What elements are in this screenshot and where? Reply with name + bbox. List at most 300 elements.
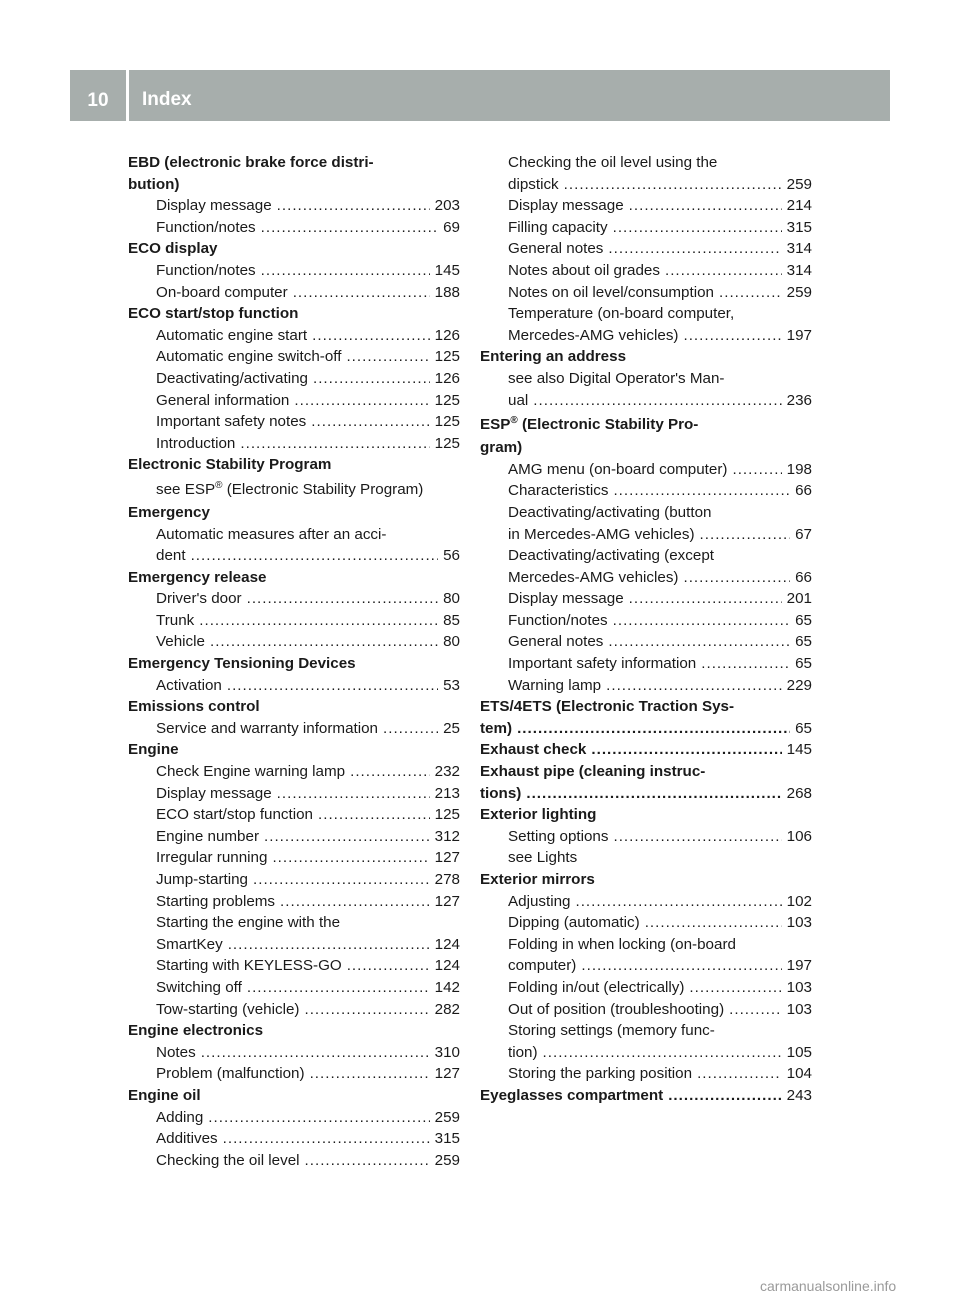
- leader-dots: [261, 217, 438, 239]
- index-subentry: [128, 282, 460, 304]
- page-reference[interactable]: 125: [434, 348, 460, 366]
- index-heading: [128, 739, 460, 761]
- page-reference[interactable]: 145: [434, 261, 460, 279]
- index-heading: [480, 761, 812, 783]
- entry-text: ECO start/stop function: [128, 305, 299, 323]
- entry-text: gram): [480, 439, 523, 457]
- leader-dots: [318, 804, 430, 826]
- leader-dots: [689, 977, 781, 999]
- entry-text: tions): [480, 784, 522, 802]
- page-reference[interactable]: 127: [434, 1065, 460, 1083]
- entry-text: ETS/4ETS (Electronic Traction Sys-: [480, 698, 735, 716]
- entry-text: Warning lamp: [508, 676, 602, 694]
- page-reference[interactable]: 56: [443, 547, 460, 565]
- index-heading: [480, 411, 812, 437]
- entry-text: Adding: [156, 1108, 204, 1126]
- page-reference[interactable]: 315: [434, 1130, 460, 1148]
- section-title: Index: [142, 89, 192, 110]
- header-bar: [70, 70, 890, 121]
- page-reference[interactable]: 127: [434, 849, 460, 867]
- page-reference[interactable]: 236: [786, 391, 812, 409]
- leader-dots: [732, 459, 781, 481]
- index-column-right: [480, 152, 812, 1107]
- page-reference[interactable]: 232: [434, 763, 460, 781]
- leader-dots: [312, 325, 430, 347]
- leader-dots: [247, 588, 438, 610]
- entry-text: see Lights: [508, 849, 578, 867]
- entry-text: tem): [480, 719, 513, 737]
- index-subentry: [480, 912, 812, 934]
- leader-dots: [305, 1150, 430, 1172]
- leader-dots: [280, 891, 430, 913]
- index-subentry: [128, 217, 460, 239]
- page-reference[interactable]: 80: [443, 633, 460, 651]
- index-heading: [128, 696, 460, 718]
- entry-text: General notes: [508, 633, 604, 651]
- entry-text: EBD (electronic brake force distri-: [128, 154, 374, 171]
- index-heading: [128, 454, 460, 476]
- index-subentry: [128, 390, 460, 412]
- leader-dots: [199, 610, 438, 632]
- leader-dots: [350, 761, 430, 783]
- leader-dots: [228, 934, 430, 956]
- index-subentry: [480, 610, 812, 632]
- entry-text: Mercedes-AMG vehicles): [508, 568, 679, 586]
- page-reference[interactable]: 65: [795, 611, 812, 629]
- entry-text: Starting problems: [156, 892, 276, 910]
- entry-text: Engine oil: [128, 1086, 201, 1104]
- entry-text: Automatic measures after an acci-: [156, 525, 387, 543]
- entry-text: Irregular running: [156, 849, 268, 867]
- index-subentry: [480, 999, 812, 1021]
- entry-text: Characteristics: [508, 482, 609, 500]
- entry-text: Emergency: [128, 503, 210, 521]
- page-reference[interactable]: 69: [443, 218, 460, 236]
- leader-dots: [645, 912, 782, 934]
- entry-text: Dipping (automatic): [508, 914, 640, 932]
- index-heading: [128, 174, 460, 196]
- leader-dots: [701, 653, 790, 675]
- page-reference[interactable]: 198: [786, 460, 812, 478]
- leader-dots: [665, 260, 782, 282]
- entry-text: Display message: [508, 197, 624, 215]
- entry-text: Switching off: [156, 978, 242, 996]
- page-reference[interactable]: 125: [434, 391, 460, 409]
- index-subentry: [480, 238, 812, 260]
- index-subentry: [128, 524, 460, 546]
- index-subentry: [480, 325, 812, 347]
- entry-text: Exhaust pipe (cleaning instruc-: [480, 763, 706, 781]
- index-heading: [480, 437, 812, 459]
- index-subentry: [128, 804, 460, 826]
- leader-dots: [608, 238, 781, 260]
- entry-text: Notes on oil level/consumption: [508, 283, 714, 301]
- leader-dots: [277, 783, 430, 805]
- index-subentry: [480, 459, 812, 481]
- index-subentry: [128, 631, 460, 653]
- leader-dots: [613, 610, 790, 632]
- index-heading: [480, 869, 812, 891]
- entry-text: tion): [508, 1043, 538, 1061]
- page-reference[interactable]: 197: [786, 957, 812, 975]
- leader-dots: [683, 325, 781, 347]
- entry-text: Deactivating/activating (except: [508, 547, 714, 565]
- leader-dots: [294, 390, 429, 412]
- index-subentry: [480, 502, 812, 524]
- leader-dots: [591, 739, 781, 761]
- index-subentry: [480, 1020, 812, 1042]
- page-reference[interactable]: 278: [434, 871, 460, 888]
- entry-text: dent: [156, 547, 186, 565]
- entry-text: Function/notes: [156, 218, 256, 236]
- page-reference[interactable]: 229: [786, 676, 812, 694]
- entry-text: Engine: [128, 741, 179, 759]
- entry-text: see also Digital Operator's Man-: [508, 369, 725, 387]
- page-reference[interactable]: 243: [786, 1086, 812, 1104]
- leader-dots: [629, 588, 782, 610]
- index-heading: [480, 804, 812, 826]
- entry-text: Storing settings (memory func-: [508, 1022, 715, 1040]
- entry-text: Mercedes-AMG vehicles): [508, 326, 679, 344]
- entry-text: ual: [508, 391, 529, 409]
- index-heading: [128, 653, 460, 675]
- page-reference[interactable]: 65: [795, 633, 812, 651]
- page-reference[interactable]: 259: [434, 1108, 460, 1126]
- leader-dots: [264, 826, 430, 848]
- index-subentry: [480, 977, 812, 999]
- entry-text: Emergency release: [128, 568, 267, 586]
- index-subentry: [480, 524, 812, 546]
- entry-text: Engine number: [156, 827, 260, 845]
- page-reference[interactable]: 188: [434, 283, 460, 301]
- index-heading: [480, 783, 812, 805]
- leader-dots: [613, 826, 781, 848]
- index-subentry: [128, 476, 460, 502]
- index-heading: [128, 1085, 460, 1107]
- entry-text: Display message: [508, 590, 624, 608]
- index-subentry: [480, 152, 812, 174]
- index-subentry: [128, 847, 460, 869]
- entry-text: Automatic engine switch-off: [156, 348, 342, 366]
- entry-text: Service and warranty information: [156, 719, 379, 737]
- index-heading: [128, 502, 460, 524]
- page-reference[interactable]: 104: [786, 1065, 812, 1083]
- entry-text: Check Engine warning lamp: [156, 763, 346, 781]
- entry-text: Adjusting: [508, 892, 571, 910]
- page-reference[interactable]: 315: [786, 218, 812, 236]
- leader-dots: [543, 1042, 782, 1064]
- page-reference[interactable]: 85: [443, 611, 460, 629]
- index-subentry: [128, 610, 460, 632]
- entry-text: Exterior lighting: [480, 806, 597, 824]
- index-subentry: [480, 675, 812, 697]
- index-subentry: [128, 1107, 460, 1129]
- entry-text: Engine electronics: [128, 1022, 264, 1040]
- index-heading: [128, 1020, 460, 1042]
- index-subentry: [128, 433, 460, 455]
- page-reference[interactable]: 106: [786, 827, 812, 845]
- leader-dots: [700, 524, 791, 546]
- entry-text: Function/notes: [156, 261, 256, 279]
- page-reference[interactable]: 268: [786, 784, 812, 802]
- index-subentry: [128, 195, 460, 217]
- registered-mark: ®: [215, 479, 223, 491]
- entry-text: Out of position (troubleshooting): [508, 1000, 725, 1018]
- leader-dots: [346, 346, 429, 368]
- index-subentry: [128, 545, 460, 567]
- index-subentry: [128, 1042, 460, 1064]
- page-reference[interactable]: 65: [795, 655, 812, 673]
- registered-mark: ®: [510, 415, 518, 427]
- entry-text: Entering an address: [480, 348, 627, 366]
- entry-text: Setting options: [508, 827, 609, 845]
- page-reference[interactable]: 145: [786, 741, 812, 759]
- entry-text: Important safety information: [508, 655, 697, 673]
- index-subentry: [480, 934, 812, 956]
- leader-dots: [517, 718, 790, 740]
- page-reference[interactable]: 65: [795, 719, 812, 737]
- entry-text: Starting with KEYLESS-GO: [156, 957, 342, 975]
- index-subentry: [480, 567, 812, 589]
- index-heading: [480, 718, 812, 740]
- index-subentry: [128, 325, 460, 347]
- entry-text: Deactivating/activating: [156, 369, 308, 387]
- index-subentry: [128, 826, 460, 848]
- index-subentry: [480, 847, 812, 869]
- index-subentry: [128, 934, 460, 956]
- index-subentry: [128, 999, 460, 1021]
- leader-dots: [313, 368, 430, 390]
- leader-dots: [210, 631, 438, 653]
- entry-text: Exterior mirrors: [480, 871, 595, 888]
- index-subentry: [128, 588, 460, 610]
- page-reference[interactable]: 67: [795, 525, 812, 543]
- page-reference[interactable]: 103: [786, 1000, 812, 1018]
- entry-text: Additives: [156, 1130, 218, 1148]
- leader-dots: [613, 480, 790, 502]
- index-subentry: [128, 955, 460, 977]
- entry-text: Jump-starting: [156, 871, 249, 888]
- entry-text: Filling capacity: [508, 218, 608, 236]
- index-subentry: [480, 1063, 812, 1085]
- page-reference[interactable]: 259: [434, 1151, 460, 1169]
- index-heading: [480, 1085, 812, 1107]
- index-heading: [480, 739, 812, 761]
- index-subentry: [128, 260, 460, 282]
- entry-text: Introduction: [156, 434, 236, 452]
- page-number: 10: [87, 90, 109, 111]
- index-subentry: [128, 1128, 460, 1150]
- leader-dots: [253, 869, 430, 891]
- leader-dots: [304, 999, 429, 1021]
- entry-text: Notes: [156, 1043, 196, 1061]
- index-subentry: [480, 303, 812, 325]
- leader-dots: [608, 631, 790, 653]
- entry-text: Automatic engine start: [156, 326, 308, 344]
- leader-dots: [191, 545, 439, 567]
- entry-text: Checking the oil level using the: [508, 154, 718, 171]
- page-reference[interactable]: 103: [786, 914, 812, 932]
- page-reference[interactable]: 312: [434, 827, 460, 845]
- entry-text: Folding in/out (electrically): [508, 978, 685, 996]
- index-subentry: [480, 217, 812, 239]
- entry-text: Tow-starting (vehicle): [156, 1000, 300, 1018]
- page-reference[interactable]: 125: [434, 806, 460, 824]
- index-subentry: [480, 891, 812, 913]
- entry-text: Eyeglasses compartment: [480, 1086, 664, 1104]
- index-subentry: [480, 174, 812, 196]
- index-subentry: [128, 346, 460, 368]
- leader-dots: [533, 390, 781, 412]
- leader-dots: [227, 675, 438, 697]
- index-subentry: [128, 1063, 460, 1085]
- entry-text: Notes about oil grades: [508, 261, 660, 279]
- index-subentry: [480, 260, 812, 282]
- page-reference[interactable]: 80: [443, 590, 460, 608]
- page-reference[interactable]: 142: [434, 978, 460, 996]
- page-reference[interactable]: 203: [434, 197, 460, 215]
- index-subentry: [128, 891, 460, 913]
- entry-text: ESP® (Electronic Stability Pro-: [480, 415, 699, 434]
- index-heading: [128, 567, 460, 589]
- index-subentry: [128, 912, 460, 934]
- index-subentry: [480, 545, 812, 567]
- entry-text: Driver's door: [156, 590, 242, 608]
- entry-text: SmartKey: [156, 935, 223, 953]
- index-subentry: [480, 480, 812, 502]
- entry-text: Storing the parking position: [508, 1065, 693, 1083]
- index-subentry: [128, 1150, 460, 1172]
- index-subentry: [128, 783, 460, 805]
- entry-text: Checking the oil level: [156, 1151, 300, 1169]
- leader-dots: [201, 1042, 430, 1064]
- page-reference[interactable]: 126: [434, 326, 460, 344]
- entry-text: Temperature (on-board computer,: [508, 305, 735, 323]
- index-heading: [480, 346, 812, 368]
- entry-text: Folding in when locking (on-board: [508, 935, 736, 953]
- page-reference[interactable]: 197: [786, 326, 812, 344]
- page-reference[interactable]: 25: [443, 719, 460, 737]
- leader-dots: [223, 1128, 430, 1150]
- page-reference[interactable]: 66: [795, 568, 812, 586]
- entry-text: General notes: [508, 240, 604, 258]
- page-reference[interactable]: 102: [786, 892, 812, 910]
- entry-text: Display message: [156, 197, 272, 215]
- index-heading: [128, 303, 460, 325]
- page-reference[interactable]: 125: [434, 413, 460, 431]
- page-reference[interactable]: 126: [434, 369, 460, 387]
- index-subentry: [480, 631, 812, 653]
- watermark: carmanualsonline.info: [760, 1278, 897, 1294]
- leader-dots: [208, 1107, 429, 1129]
- leader-dots: [564, 174, 782, 196]
- page-reference[interactable]: 53: [443, 676, 460, 694]
- page-reference[interactable]: 282: [434, 1000, 460, 1018]
- entry-text: Emergency Tensioning Devices: [128, 655, 356, 673]
- leader-dots: [683, 567, 790, 589]
- entry-text: Display message: [156, 784, 272, 802]
- leader-dots: [261, 260, 430, 282]
- page-reference[interactable]: 214: [786, 197, 812, 215]
- index-subentry: [128, 977, 460, 999]
- entry-text: AMG menu (on-board computer): [508, 460, 728, 478]
- page-reference[interactable]: 103: [786, 978, 812, 996]
- index-heading: [480, 696, 812, 718]
- index-subentry: [128, 761, 460, 783]
- leader-dots: [311, 411, 429, 433]
- index-column-left: [128, 152, 460, 1171]
- leader-dots: [606, 675, 782, 697]
- entry-text: General information: [156, 391, 290, 409]
- page-reference[interactable]: 310: [434, 1043, 460, 1061]
- entry-text: Problem (malfunction): [156, 1065, 305, 1083]
- leader-dots: [526, 783, 781, 805]
- index-subentry: [480, 588, 812, 610]
- page-reference[interactable]: 105: [786, 1043, 812, 1061]
- page-reference[interactable]: 125: [434, 434, 460, 452]
- entry-text: bution): [128, 175, 180, 193]
- leader-dots: [697, 1063, 782, 1085]
- index-heading: [128, 152, 460, 174]
- leader-dots: [629, 195, 782, 217]
- leader-dots: [310, 1063, 430, 1085]
- index-subentry: [128, 675, 460, 697]
- page-reference[interactable]: 127: [434, 892, 460, 910]
- entry-text: Emissions control: [128, 698, 260, 716]
- index-subentry: [480, 955, 812, 977]
- index-subentry: [480, 1042, 812, 1064]
- leader-dots: [581, 955, 781, 977]
- page-reference[interactable]: 314: [786, 240, 812, 258]
- header-divider: [126, 70, 129, 121]
- entry-text: ECO display: [128, 240, 218, 258]
- index-subentry: [480, 368, 812, 390]
- page-reference[interactable]: 259: [786, 175, 812, 193]
- leader-dots: [383, 718, 438, 740]
- leader-dots: [575, 891, 781, 913]
- leader-dots: [293, 282, 430, 304]
- page-reference[interactable]: 124: [434, 935, 460, 953]
- page-reference[interactable]: 124: [434, 957, 460, 975]
- index-subentry: [480, 282, 812, 304]
- leader-dots: [668, 1085, 781, 1107]
- leader-dots: [240, 433, 429, 455]
- leader-dots: [719, 282, 782, 304]
- entry-text: dipstick: [508, 175, 559, 193]
- entry-text: On-board computer: [156, 283, 288, 301]
- page-reference[interactable]: 314: [786, 261, 812, 279]
- entry-text: Vehicle: [156, 633, 205, 651]
- index-subentry: [480, 826, 812, 848]
- entry-text: Activation: [156, 676, 222, 694]
- page-reference[interactable]: 213: [434, 784, 460, 802]
- entry-text: computer): [508, 957, 577, 975]
- entry-text: Deactivating/activating (button: [508, 503, 712, 521]
- index-subentry: [480, 653, 812, 675]
- page-reference[interactable]: 259: [786, 283, 812, 301]
- leader-dots: [272, 847, 429, 869]
- entry-text: Trunk: [156, 611, 195, 629]
- leader-dots: [277, 195, 430, 217]
- entry-text: Starting the engine with the: [156, 914, 341, 932]
- index-subentry: [128, 869, 460, 891]
- page-reference[interactable]: 201: [786, 590, 812, 608]
- entry-text: Electronic Stability Program: [128, 456, 332, 474]
- page-reference[interactable]: 66: [795, 482, 812, 500]
- index-subentry: [128, 368, 460, 390]
- leader-dots: [347, 955, 430, 977]
- entry-text: Function/notes: [508, 611, 608, 629]
